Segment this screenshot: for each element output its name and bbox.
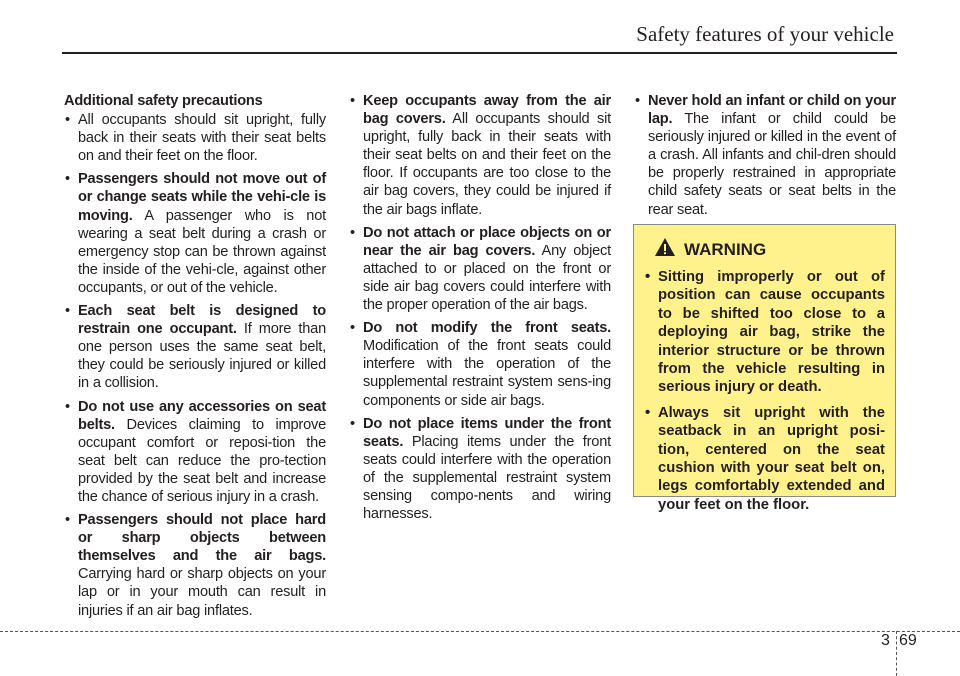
column-3 [634,92,896,224]
item-text: Placing items under the front seats could interfere with the operation of the supplemental restraint system sensing compo-nents and wiring harnesses. [363,433,611,523]
bullet-icon: • [635,93,640,109]
list-item [349,319,611,409]
item-lead: Each seat belt is designed to restrain one occupant. [78,303,326,338]
warning-item [644,404,885,514]
list-item [64,511,326,620]
list-item [64,302,326,392]
warning-item [644,268,885,397]
header-rule [62,52,897,54]
footer-divider [896,631,897,676]
item-lead: Passengers should not move out of or change seats while the vehi-cle is moving. [78,171,326,224]
item-lead: Do not place items under the front seats. [363,415,611,450]
bullet-icon: • [65,112,70,129]
item-text: The infant or child could be seriously injured or killed in the event of a crash. All infants and chil-dren should be properly restrained in appropriate child safety seats or seat belts in the rear seat. [648,111,896,218]
item-text: Any object attached to or placed on the front or side air bag covers could interfere with the proper operation of the air bags. [363,242,611,314]
item-text: A passenger who is not wearing a seat belt during a crash or emergency stop can be thrown against the inside of the vehi-cle, against other occupants, or out of the vehicle. [78,207,326,296]
warning-box [633,224,896,513]
section-heading: Additional safety precautions [64,93,263,109]
warning-text: Always sit upright with the seatback in an upright posi-tion, centered on the seat cushion with your seat belt on, legs comfortably extended and your feet on the floor. [658,404,885,513]
column-1 [64,92,326,625]
item-lead: Passengers should not place hard or sharp objects between themselves and the air bags. [78,512,326,565]
precautions-list [64,111,326,620]
item-lead: Keep occupants away from the air bag covers. [363,93,611,128]
list-item [349,224,611,314]
bullet-icon: • [350,415,355,432]
item-text: If more than one person uses the same seat belt, they could be seriously injured or killed in a collision. [78,321,326,392]
bullet-icon: • [350,93,355,109]
bullet-icon: • [65,398,70,415]
item-lead: Do not modify the front seats. [363,320,611,337]
list-item [64,111,326,165]
bullet-icon: • [350,320,355,337]
bullet-icon: • [65,303,70,320]
item-text: Carrying hard or sharp objects on your lap or in your mouth can result in injuries if an air bag inflates. [78,566,326,619]
child-precautions-list [634,92,896,219]
item-text: All occupants should sit upright, fully back in their seats with their seat belts on and their feet on the floor. If occupants are too close to the air bag covers, they could be injured if the air bags inflate. [363,111,611,218]
chapter-number: 3 [881,632,890,649]
warning-list [644,268,885,514]
item-lead: Never hold an infant or child on your lap. [648,93,896,128]
item-text: Devices claiming to improve occupant comfort or reposi-tion the seat belt can reduce the pro-tection provided by the seat belt and increase the chance of serious injury in a crash. [78,416,326,505]
bullet-icon: • [65,171,70,188]
bullet-icon: • [350,224,355,241]
warning-title: WARNING [684,239,767,259]
bullet-icon: • [645,404,651,421]
item-text: All occupants should sit upright, fully back in their seats with their seat belts on and their feet on the floor. [78,112,326,165]
airbag-precautions-list [349,92,611,523]
page-number: 69 [899,632,917,649]
footer-rule [0,631,960,632]
bullet-icon: • [65,512,70,529]
item-lead: Do not use any accessories on seat belts. [78,398,326,433]
list-item [349,92,611,219]
list-item [64,170,326,297]
item-text: Modification of the front seats could interfere with the operation of the supplemental restraint system sens-ing components or side air bags. [363,338,611,409]
warning-text: Sitting improperly or out of position can cause occupants to be shifted too close to a deploying air bag, strike the interior structure or be thrown from the vehicle resulting in serious injury or death. [658,269,885,396]
column-2 [349,92,611,528]
item-lead: Do not attach or place objects on or near the air bag covers. [363,224,611,259]
bullet-icon: • [645,269,651,285]
warning-triangle-icon [654,237,676,262]
warning-header [654,237,885,262]
list-item [634,92,896,219]
list-item [64,398,326,507]
page-header-title: Safety features of your vehicle [636,22,894,46]
list-item [349,415,611,524]
